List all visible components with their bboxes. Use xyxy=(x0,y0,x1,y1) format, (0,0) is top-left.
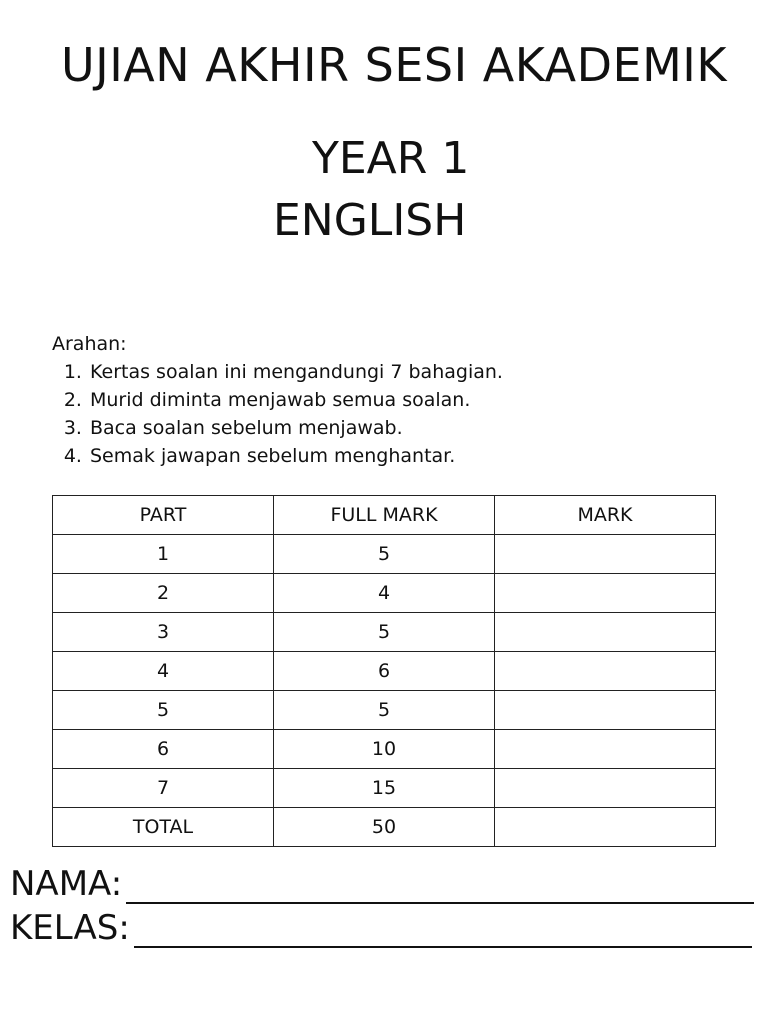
cell-full-mark: 5 xyxy=(274,535,495,574)
instruction-item: 2. Murid diminta menjawab semua soalan. xyxy=(88,386,503,414)
cell-mark[interactable] xyxy=(495,652,716,691)
cell-full-mark: 4 xyxy=(274,574,495,613)
cell-mark[interactable] xyxy=(495,808,716,847)
name-field xyxy=(10,864,754,904)
instruction-item: 1. Kertas soalan ini mengandungi 7 bahagian. xyxy=(88,358,503,386)
cell-full-mark: 50 xyxy=(274,808,495,847)
table-row xyxy=(53,769,716,808)
instructions-heading: Arahan: xyxy=(52,333,127,355)
table-row xyxy=(53,535,716,574)
header-mark: MARK xyxy=(495,496,716,535)
cell-mark[interactable] xyxy=(495,730,716,769)
cell-full-mark: 5 xyxy=(274,613,495,652)
table-header-row xyxy=(53,496,716,535)
table-row xyxy=(53,691,716,730)
class-input-line[interactable] xyxy=(134,916,752,948)
table-row-total xyxy=(53,808,716,847)
header-full-mark: FULL MARK xyxy=(274,496,495,535)
cell-mark[interactable] xyxy=(495,613,716,652)
cell-part: 2 xyxy=(53,574,274,613)
name-label: NAMA: xyxy=(10,864,123,904)
cell-mark[interactable] xyxy=(495,769,716,808)
cell-full-mark: 10 xyxy=(274,730,495,769)
cell-mark[interactable] xyxy=(495,535,716,574)
cell-part: 4 xyxy=(53,652,274,691)
cell-part: 7 xyxy=(53,769,274,808)
table-row xyxy=(53,613,716,652)
cell-mark[interactable] xyxy=(495,691,716,730)
cell-part: 3 xyxy=(53,613,274,652)
cell-full-mark: 5 xyxy=(274,691,495,730)
cell-part: 5 xyxy=(53,691,274,730)
cell-full-mark: 6 xyxy=(274,652,495,691)
instructions-section xyxy=(52,330,503,470)
cell-part: 6 xyxy=(53,730,274,769)
instructions-list xyxy=(52,358,503,470)
table-row xyxy=(53,730,716,769)
class-label: KELAS: xyxy=(10,908,130,948)
exam-title: UJIAN AKHIR SESI AKADEMIK xyxy=(60,38,728,92)
header-part: PART xyxy=(53,496,274,535)
table-row xyxy=(53,574,716,613)
class-field xyxy=(10,908,752,948)
instruction-item: 4. Semak jawapan sebelum menghantar. xyxy=(88,442,503,470)
instruction-item: 3. Baca soalan sebelum menjawab. xyxy=(88,414,503,442)
cell-part: 1 xyxy=(53,535,274,574)
table-row xyxy=(53,652,716,691)
name-input-line[interactable] xyxy=(126,872,754,904)
cell-mark[interactable] xyxy=(495,574,716,613)
year-heading: YEAR 1 xyxy=(312,133,470,184)
subject-heading: ENGLISH xyxy=(273,195,467,246)
marks-table xyxy=(52,495,716,847)
cell-full-mark: 15 xyxy=(274,769,495,808)
cell-part: TOTAL xyxy=(53,808,274,847)
